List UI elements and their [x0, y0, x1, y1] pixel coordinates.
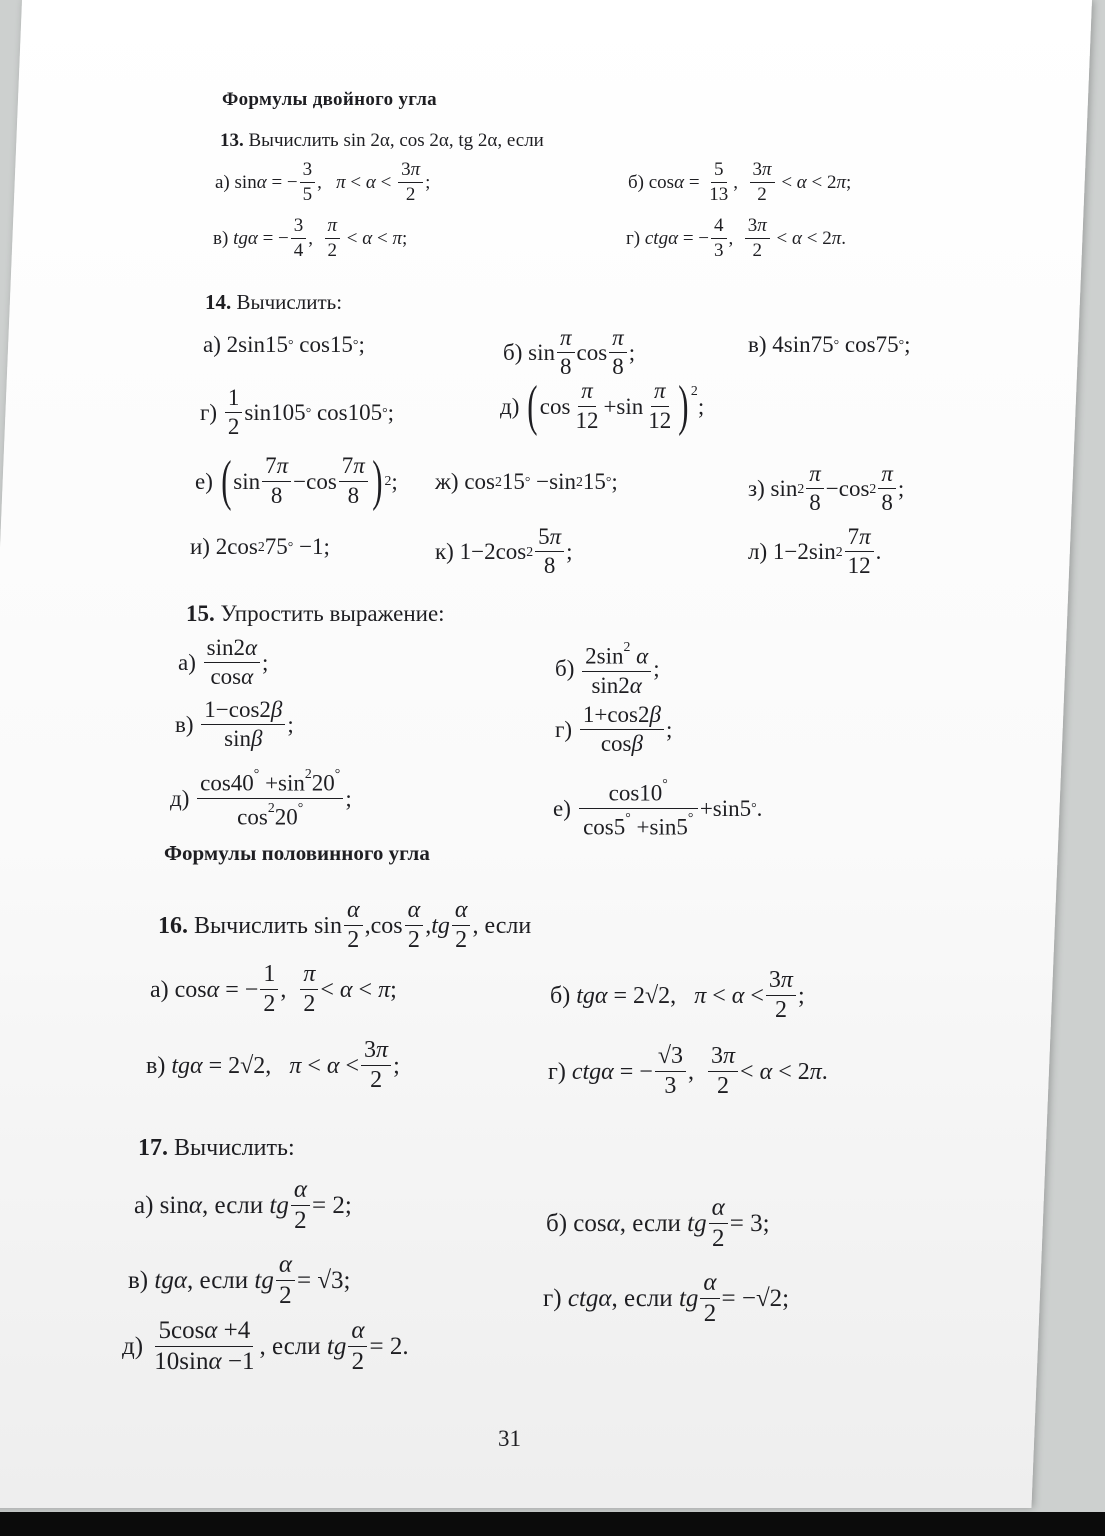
problem-number: 14.: [205, 290, 232, 314]
problem-14-e: е) ( sin 7π 8 −cos 7π 8 ) 2 ;: [195, 450, 398, 512]
problem-16-a: а) cos α = − 1 2 , π 2 < α < π ;: [150, 961, 397, 1018]
problem-17-v: в) tgα , если tg α 2 = √3;: [128, 1251, 351, 1310]
problem-15-heading: [186, 602, 445, 625]
item-label: л): [748, 539, 768, 565]
problem-15-e: е) cos10° cos5° +sin5° +sin5 ° .: [553, 776, 763, 839]
problem-14-z: з) sin 2 π 8 −cos 2 π 8 ;: [748, 461, 905, 516]
problem-17-b: б) cos α , если tg α 2 = 3;: [546, 1194, 770, 1253]
item-label: г): [200, 400, 218, 426]
item-label: в): [146, 1052, 166, 1079]
problem-14-l: л) 1−2sin 2 7π 12 .: [748, 524, 882, 579]
problem-13-heading: [220, 131, 544, 150]
problem-number: 16.: [158, 912, 188, 939]
problem-14-zh: ж) cos 2 15 ° −sin 2 15 ° ;: [435, 469, 618, 494]
page-number: 31: [498, 1426, 521, 1451]
problem-16-v: в) tgα = 2√2, π < α < 3π 2 ;: [146, 1037, 400, 1094]
problem-text: Вычислить sin 2α, cos 2α, tg 2α, если: [248, 130, 544, 151]
item-label: а): [178, 650, 196, 676]
problem-number: 13.: [220, 130, 244, 151]
problem-13-g: г) ctgα = − 4 3 , 3π 2 < α < 2 π .: [626, 215, 846, 261]
problem-17-heading: [138, 1136, 295, 1160]
problem-14-heading: [205, 292, 342, 313]
item-label: д): [170, 785, 190, 811]
problem-16-g: г) ctgα = − √3 3 , 3π 2 < α < 2 π .: [548, 1043, 828, 1100]
problem-15-b: б) $2\sin^2$ α sin2α ;: [555, 639, 660, 698]
item-label: в): [748, 332, 767, 357]
problem-16-b: б) tgα = 2√2, π < α < 3π 2 ;: [550, 967, 805, 1024]
problem-17-a: а) sin α , если tg α 2 = 2;: [134, 1176, 352, 1235]
item-label: д): [122, 1333, 144, 1361]
word-if: , если: [259, 1333, 321, 1361]
problem-13-b: б) cos α = 5 13 , 3π 2 < α < 2 π ;: [628, 159, 852, 205]
item-label: г): [626, 227, 641, 249]
problem-16-heading: 16. Вычислить sin α 2 ,cos α 2 , tg α 2 , если: [158, 897, 532, 954]
problem-15-g: г) 1+cos2β cosβ ;: [555, 702, 673, 757]
word-if: , если: [611, 1285, 673, 1313]
item-label: б): [555, 656, 575, 682]
problem-14-i: и) 2cos 2 75 ° −1;: [190, 534, 330, 559]
item-label: в): [175, 712, 194, 738]
problem-14-v: в) 4sin75 ° cos75 ° ;: [748, 332, 911, 357]
problem-number: 15.: [186, 601, 215, 626]
item-label: г): [548, 1058, 566, 1085]
section-title-double-angle: Формулы двойного угла: [222, 89, 437, 110]
word-if: , если: [201, 1192, 264, 1220]
item-label: з): [748, 476, 765, 502]
item-label: а): [203, 332, 221, 357]
item-label: а): [150, 976, 169, 1003]
item-label: а): [215, 171, 230, 193]
item-label: г): [555, 717, 573, 743]
problem-14-k: к) 1−2cos 2 5π 8 ;: [435, 524, 573, 579]
item-label: е): [553, 795, 571, 821]
item-label: е): [195, 468, 213, 494]
problem-15-a: а) sin2α cosα ;: [178, 635, 269, 690]
item-label: ж): [435, 469, 459, 494]
problem-13-v: в) tgα = − 3 4 , π 2 < α < π ;: [213, 215, 408, 261]
problem-14-g: г) 1 2 sin105 ° cos105 ° ;: [200, 385, 395, 440]
item-label: б): [550, 982, 571, 1009]
problem-14-a: а) 2sin15 ° cos15 ° ;: [203, 332, 365, 357]
problem-text: Вычислить:: [236, 290, 343, 314]
item-label: и): [190, 534, 210, 559]
problem-14-b: б) sin π 8 cos π 8 ;: [503, 325, 636, 380]
item-label: в): [213, 227, 229, 249]
problem-text: Вычислить:: [174, 1135, 295, 1161]
problem-17-d: д) 5cosα +4 10sinα −1 , если tg α 2 = 2.: [122, 1317, 409, 1376]
item-label: б): [546, 1210, 568, 1238]
problem-number: 17.: [138, 1135, 168, 1161]
item-label: к): [435, 539, 454, 565]
section-title-half-angle: Формулы половинного угла: [164, 841, 430, 865]
item-label: а): [134, 1192, 154, 1220]
problem-text: Вычислить: [194, 912, 308, 939]
problem-tail: , если: [472, 912, 532, 939]
problem-14-d: д) ( cos π 12 +sin π 12 ) $^2$ ;: [500, 375, 705, 437]
problem-13-a: а) sin α = − 3 5 , π < α < 3π 2 ;: [215, 159, 431, 205]
problem-17-g: г) ctgα , если tg α 2 = −√2;: [543, 1269, 790, 1328]
item-label: б): [628, 171, 644, 193]
problem-15-d: д) $\cos 40^\circ +\sin^220^\circ$ $\cos^220^\circ$ ;: [170, 766, 352, 829]
problem-text: Упростить выражение:: [220, 601, 445, 626]
word-if: , если: [186, 1267, 249, 1295]
problem-15-v: в) 1−cos2β sinβ ;: [175, 697, 294, 752]
item-label: в): [128, 1267, 149, 1295]
item-label: д): [500, 393, 520, 419]
word-if: , если: [619, 1210, 681, 1238]
item-label: б): [503, 340, 523, 366]
item-label: г): [543, 1285, 562, 1313]
